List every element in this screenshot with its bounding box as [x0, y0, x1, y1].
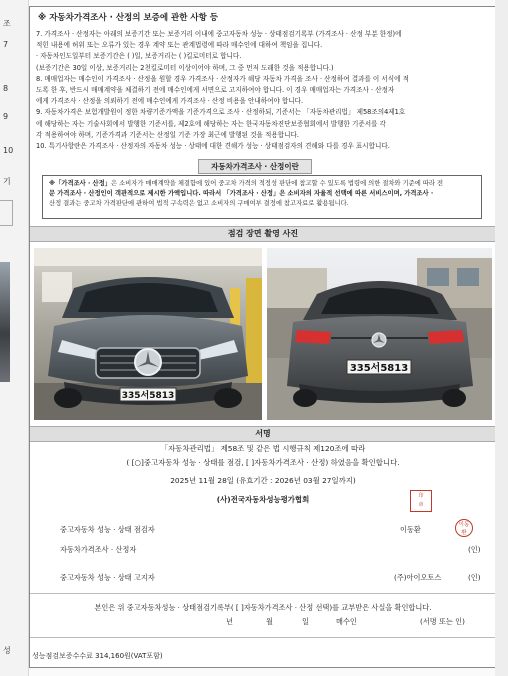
definition-line [49, 179, 475, 189]
divider [30, 593, 496, 594]
margin-mark: 기 [3, 177, 11, 186]
margin-mark: 8 [3, 84, 9, 93]
margin-box [0, 200, 13, 226]
page-edge [495, 0, 508, 676]
cert-date: 2025년 11월 28일 (유효기간 : 2026년 03월 27일까지) [170, 476, 356, 485]
definition-line: 문 가격조사 · 산정인이 객관적으로 제시한 가액입니다. 따라서 「가격조사 · 산정」은 소비자의 자율적 선택에 따른 서비스이며, 가격조사 · [49, 190, 434, 197]
inspector-seal: 이동 환 [455, 519, 473, 537]
inspector-name: 이동환 [400, 525, 421, 534]
buyer-sign: (서명 또는 인) [420, 617, 465, 626]
definition-box [42, 175, 482, 219]
inspection-record-document [29, 6, 497, 668]
front-car-photo [34, 248, 262, 420]
margin-mark: 7 [3, 40, 9, 49]
previous-page-edge [0, 0, 29, 676]
notice-line: (보증기간은 30일 이상, 보증거리는 2천킬로미터 이상이어야 하며, 그 중 먼저 도래한 것을 적용합니다.) [36, 63, 334, 72]
photos-heading: 점검 장면 촬영 사진 [30, 226, 496, 242]
notice-line: 7. 가격조사 · 산정자는 아래의 보증기간 또는 보증거리 이내에 중고자동차 성능 · 상태점검기록부 (가격조사 · 산정 부분 한정)에 [36, 30, 402, 38]
notifier-label: 중고자동차 성능 · 상태 고지자 [60, 573, 155, 582]
receipt-year: 년 [226, 617, 233, 626]
notice-line: 10. 특기사항란은 가격조사 · 산정자의 자동차 성능 · 상태에 대한 견해가 성능 · 상태점검자의 견해와 다를 경우 표시합니다. [36, 142, 390, 151]
receipt-month: 월 [266, 617, 273, 626]
definition-heading: 자동차가격조사 · 산정이란 [198, 159, 312, 174]
notice-line: 8. 매매업자는 매수인이 가격조사 · 산정을 원할 경우 가격조사 · 산정자가 해당 자동차 가격을 조사 · 산정하여 결과를 이 서식에 적 [36, 74, 409, 83]
cert-confirm-line: ( [○]중고자동차 성능 · 상태를 점검, [ ]자동차가격조사 · 산정) 하였음을 확인합니다. [126, 458, 400, 467]
notice-line: 9. 자동차가격은 보험개발원이 정한 차량기준가액을 기준가격으로 조사 · 산정하되, 기준서는 「자동차관리법」 제58조의4제1호 [36, 108, 406, 117]
notifier-name: (주)아이오토스 [394, 573, 442, 582]
rear-car-photo [267, 248, 492, 420]
notice-line: 도록 한 후, 반드시 매매계약을 체결하기 전에 매수인에게 서면으로 고지하여야 합니다. 이 경우 매매업자는 가격조사 · 산정자 [36, 86, 395, 95]
notice-items [36, 29, 488, 152]
front-car-image [34, 248, 262, 420]
divider [30, 637, 496, 638]
inspection-fee: 성능점검보증수수료 314,160원(VAT포함) [32, 652, 163, 660]
inspector-label: 중고자동차 성능 · 상태 점검자 [60, 525, 155, 534]
notice-line: 에게 가격조사 · 산정을 의뢰하기 전에 매수인에게 가격조사 · 산정 비용을 안내하여야 합니다. [36, 97, 304, 106]
definition-line: 산정 결과는 중고차 가격판단에 관하여 법적 구속력은 없고 소비자의 구매여부 결정에 참고자료로 활용됩니다. [49, 200, 349, 207]
notifier-sign: (인) [468, 573, 481, 582]
appraiser-sign: (인) [468, 545, 481, 554]
margin-mark: 조 [3, 19, 11, 28]
inspection-photos [30, 243, 496, 423]
rear-car-image [267, 248, 492, 420]
rear-plate-text: 335서5813 [349, 363, 409, 374]
notice-line: 에 해당하는 자는 기술사회에서 발행한 기준서를, 제2호에 해당하는 자는 한국자동차진단보증협회에서 발행한 기준서를 각 [36, 119, 386, 128]
receipt-line: 본인은 위 중고자동차성능 · 상태점검기록부( [ ]자동차가격조사 · 산정 선택)를 교부받은 사실을 확인합니다. [94, 603, 432, 612]
appraiser-label: 자동차가격조사 · 산정자 [60, 545, 137, 554]
receipt-day: 일 [302, 617, 309, 626]
definition-text: 은 소비자가 매매계약을 체결함에 있어 중고차 가격의 적정성 판단에 참고할 수 있도록 법령에 의한 절차와 기준에 따라 전 [111, 180, 444, 187]
definition-term: ※「가격조사 · 산정」 [49, 180, 111, 187]
front-plate-text: 335서5813 [121, 391, 175, 401]
margin-mark: 성 [3, 646, 11, 655]
cert-organization: (사)전국자동차성능평가협회 [216, 495, 310, 504]
organization-seal: 印 章 [410, 490, 432, 512]
notice-line: · 자동차인도일부터 보증기간은 ( )일, 보증거리는 ( )킬로미터로 합니다. [36, 52, 242, 61]
margin-mark: 10 [3, 146, 14, 155]
notice-title: ※ 자동차가격조사 · 산정의 보증에 관한 사항 등 [38, 13, 219, 23]
signature-heading: 서명 [30, 426, 496, 442]
notice-line: 각 적용하여야 하며, 기준가격과 기준서는 산정일 기준 가장 최근에 발행된 것을 적용합니다. [36, 130, 299, 139]
notice-line: 적힌 내용에 허위 또는 오류가 있는 경우 계약 또는 관계법령에 따라 매수인에 대하여 책임을 집니다. [36, 41, 323, 50]
previous-photo-edge [0, 262, 10, 382]
cert-law-line: 「자동차관리법」 제58조 및 같은 법 시행규칙 제120조에 따라 [160, 444, 366, 453]
buyer-label: 매수인 [336, 617, 357, 626]
margin-mark: 9 [3, 112, 9, 121]
